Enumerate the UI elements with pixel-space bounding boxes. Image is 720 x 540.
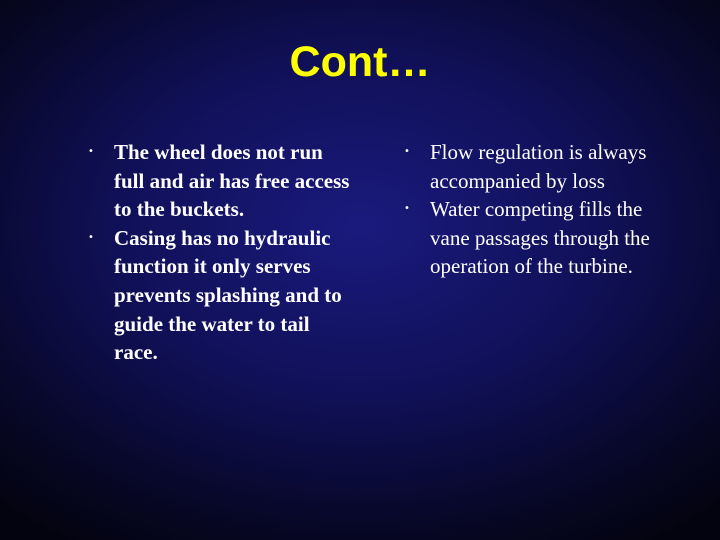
right-bullet-list xyxy=(404,138,674,281)
left-bullet-item-2 xyxy=(88,224,350,367)
left-bullet-item-1 xyxy=(88,138,350,224)
bullet-text: Casing has no hydraulic function it only serves prevents splashing and to guide the water to tail race. xyxy=(114,225,342,365)
right-bullet-item-1 xyxy=(404,138,674,195)
bullet-text: The wheel does not run full and air has free access to the buckets. xyxy=(114,140,350,222)
bullet-icon: • xyxy=(88,231,94,243)
left-bullet-list xyxy=(88,138,350,367)
bullet-text: Water competing fills the vane passages through the operation of the turbine. xyxy=(430,197,650,279)
bullet-icon: • xyxy=(88,146,94,157)
bullet-icon: • xyxy=(404,203,410,215)
slide-title: Cont… xyxy=(289,38,431,86)
right-bullet-item-2 xyxy=(404,195,674,281)
bullet-text: Flow regulation is always accompanied by loss xyxy=(430,140,647,193)
bullet-icon: • xyxy=(404,146,410,157)
